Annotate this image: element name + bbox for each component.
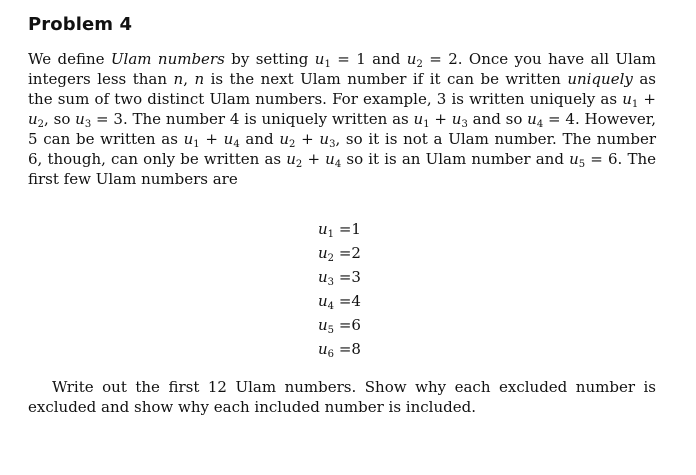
math-sub: 4	[536, 119, 544, 130]
math-var: u	[318, 340, 328, 358]
ulam-value: =6	[334, 316, 361, 334]
math-sub: 6	[327, 349, 335, 360]
ulam-list-item	[318, 337, 656, 361]
ulam-value: =4	[334, 292, 361, 310]
math-sub: 4	[334, 159, 342, 170]
math-var: u	[318, 244, 328, 262]
text-segment: +	[302, 150, 326, 168]
text-segment: by setting	[224, 50, 315, 68]
math-sub: 4	[233, 139, 240, 150]
math-sub: 3	[327, 277, 335, 288]
text-segment: +	[295, 130, 320, 148]
text-segment: +	[199, 130, 224, 148]
math-var: u	[413, 110, 424, 128]
text-segment: = 4. However, 5 can be written as	[28, 110, 656, 148]
math-var: u	[527, 110, 537, 128]
ulam-list-item	[318, 241, 656, 265]
math-var: u	[314, 50, 325, 68]
text-segment: +	[429, 110, 452, 128]
math-sub: 3	[329, 139, 336, 150]
text-segment: so it is an Ulam number and	[341, 150, 570, 168]
text-segment: as the sum of two distinct Ulam numbers. For example, 3 is written uniquely as	[28, 70, 656, 108]
text-segment: = 1 and	[330, 50, 407, 68]
math-sub: 5	[578, 159, 586, 170]
math-var: u	[28, 110, 38, 128]
ulam-value: =1	[334, 220, 361, 238]
math-sub: 3	[461, 119, 468, 130]
term-ulam-numbers: Ulam numbers	[110, 50, 225, 68]
ulam-list-item	[318, 313, 656, 337]
math-sub: 1	[193, 139, 200, 150]
text-segment: ,	[183, 70, 195, 88]
problem-title: Problem 4	[28, 14, 133, 35]
intro-paragraph	[28, 49, 656, 189]
math-var: u	[286, 150, 296, 168]
math-sub: 1	[423, 119, 430, 130]
math-sub: 1	[631, 99, 639, 110]
text-segment: We define	[28, 50, 111, 68]
math-var: n	[194, 70, 205, 88]
text-segment: and	[239, 130, 280, 148]
ulam-value: =2	[334, 244, 361, 262]
text-segment: is the next Ulam number if it can be written	[204, 70, 568, 88]
ulam-list-item	[318, 289, 656, 313]
math-var: u	[318, 316, 328, 334]
math-sub: 2	[327, 253, 335, 264]
math-sub: 1	[327, 229, 335, 240]
text-segment: = 3. The number 4 is uniquely written as	[91, 110, 414, 128]
ulam-value: =8	[334, 340, 361, 358]
math-sub: 4	[327, 301, 335, 312]
math-sub: 1	[324, 59, 331, 70]
text-segment: and so	[467, 110, 528, 128]
math-var: u	[318, 268, 328, 286]
text-segment: +	[638, 90, 657, 108]
math-var: u	[223, 130, 234, 148]
math-var: u	[406, 50, 417, 68]
math-var: u	[569, 150, 579, 168]
math-var: u	[622, 90, 632, 108]
text-segment: = 2. Once you have all Ulam integers less than	[28, 50, 657, 88]
ulam-list-item	[318, 217, 656, 241]
text-segment: , so it is not a Ulam number. The number 6, though, can only be written as	[28, 130, 656, 168]
math-sub: 2	[289, 139, 296, 150]
emphasis-uniquely: uniquely	[567, 70, 633, 88]
text-segment: = 6. The first few Ulam numbers are	[28, 150, 656, 188]
math-var: n	[173, 70, 184, 88]
text-segment: , so	[44, 110, 76, 128]
math-var: u	[279, 130, 290, 148]
math-sub: 3	[84, 119, 92, 130]
math-var: u	[325, 150, 335, 168]
math-var: u	[318, 220, 328, 238]
math-var: u	[451, 110, 462, 128]
math-sub: 2	[295, 159, 303, 170]
document-page	[28, 14, 656, 417]
math-sub: 2	[416, 59, 423, 70]
math-var: u	[319, 130, 330, 148]
task-paragraph: Write out the first 12 Ulam numbers. Show why each excluded number is excluded and show why each included number is included.	[28, 378, 656, 416]
ulam-number-list	[318, 217, 656, 361]
ulam-value: =3	[334, 268, 361, 286]
math-var: u	[183, 130, 194, 148]
math-var: u	[318, 292, 328, 310]
math-sub: 5	[327, 325, 335, 336]
math-var: u	[75, 110, 85, 128]
math-sub: 2	[37, 119, 45, 130]
ulam-list-item	[318, 265, 656, 289]
